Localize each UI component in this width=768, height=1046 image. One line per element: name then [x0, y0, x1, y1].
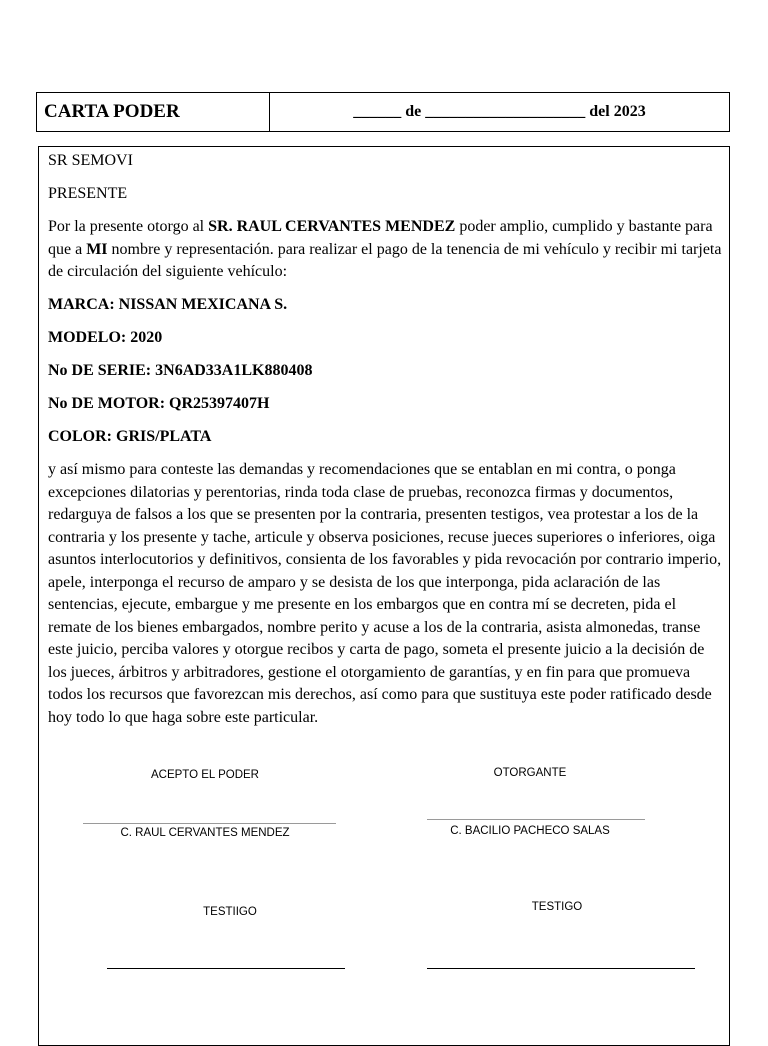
letter-body: [48, 150, 723, 740]
attorney-name-inline: SR. RAUL CERVANTES MENDEZ: [208, 218, 456, 235]
document-title: CARTA PODER: [37, 93, 270, 131]
grantor-label: OTORGANTE: [493, 767, 567, 779]
accept-label: ACEPTO EL PODER: [150, 769, 259, 781]
vehicle-model: MODELO: 2020: [48, 329, 163, 346]
date-line: ______ de ____________________ del 2023: [353, 103, 646, 120]
intro-text-1: Por la presente otorgo al: [48, 218, 209, 235]
witness1-signature-line: [107, 968, 345, 969]
mi-emphasis: MI: [86, 240, 108, 258]
grantor-signature-line: [427, 819, 645, 820]
intro-text-2: poder amplio, cumplido y bastante para que a: [48, 218, 713, 258]
vehicle-color: COLOR: GRIS/PLATA: [48, 428, 212, 445]
witness2-signature-line: [427, 968, 695, 969]
intro-paragraph: [48, 216, 723, 284]
witness2-label: TESTIGO: [531, 901, 583, 913]
vehicle-brand: MARCA: NISSAN MEXICANA S.: [48, 296, 288, 313]
attorney-signature-line: [83, 823, 336, 824]
intro-text-3: nombre y representación. para realizar el pago de la tenencia de mi vehículo y recibir mi tarjeta de circulación del siguiente vehículo:: [48, 240, 722, 280]
powers-paragraph: y así mismo para conteste las demandas y recomendaciones que se entablan en mi contra, o ponga excepciones dilatorias y perentorias, rinda toda clase de pruebas, reconozca firmas y documentos, redarguya de falsos a los que se presenten por la contraria, presenten testigos, vea protestar a los de la contraria y los presente y tache, articule y observa posiciones, recuse jueces superiores o inferiores, oiga asuntos interlocutorios y definitivos, consienta de los favorables y pida revocación por contrario imperio, apele, interponga el recurso de amparo y se desista de los que interponga, pida aclaración de las sentencias, ejecute, embargue y me presente en los embargos que en contra mí se decreten, pida el remate de los bienes embargados, nombre perito y acuse a los de la contraria, asista almonedas, transe este juicio, perciba valores y otorgue recibos y carta de pago, someta el presente juicio a la decisión de los jueces, árbitros y arbitradores, gestione el otorgamiento de garantías, y en fin para que promueva todos los recursos que favorezcan mis derechos, así como para que sustituya este poder ratificado desde hoy todo lo que haga sobre este particular.: [48, 461, 722, 726]
vehicle-engine: No DE MOTOR: QR25397407H: [48, 395, 270, 412]
attorney-signature-name: C. RAUL CERVANTES MENDEZ: [120, 827, 290, 839]
grantor-signature-name: C. BACILIO PACHECO SALAS: [450, 825, 610, 837]
header-table: [36, 92, 730, 132]
greeting: PRESENTE: [48, 185, 128, 202]
recipient: SR SEMOVI: [48, 152, 133, 169]
witness1-label: TESTIIGO: [203, 906, 257, 918]
vehicle-serial: No DE SERIE: 3N6AD33A1LK880408: [48, 362, 313, 379]
